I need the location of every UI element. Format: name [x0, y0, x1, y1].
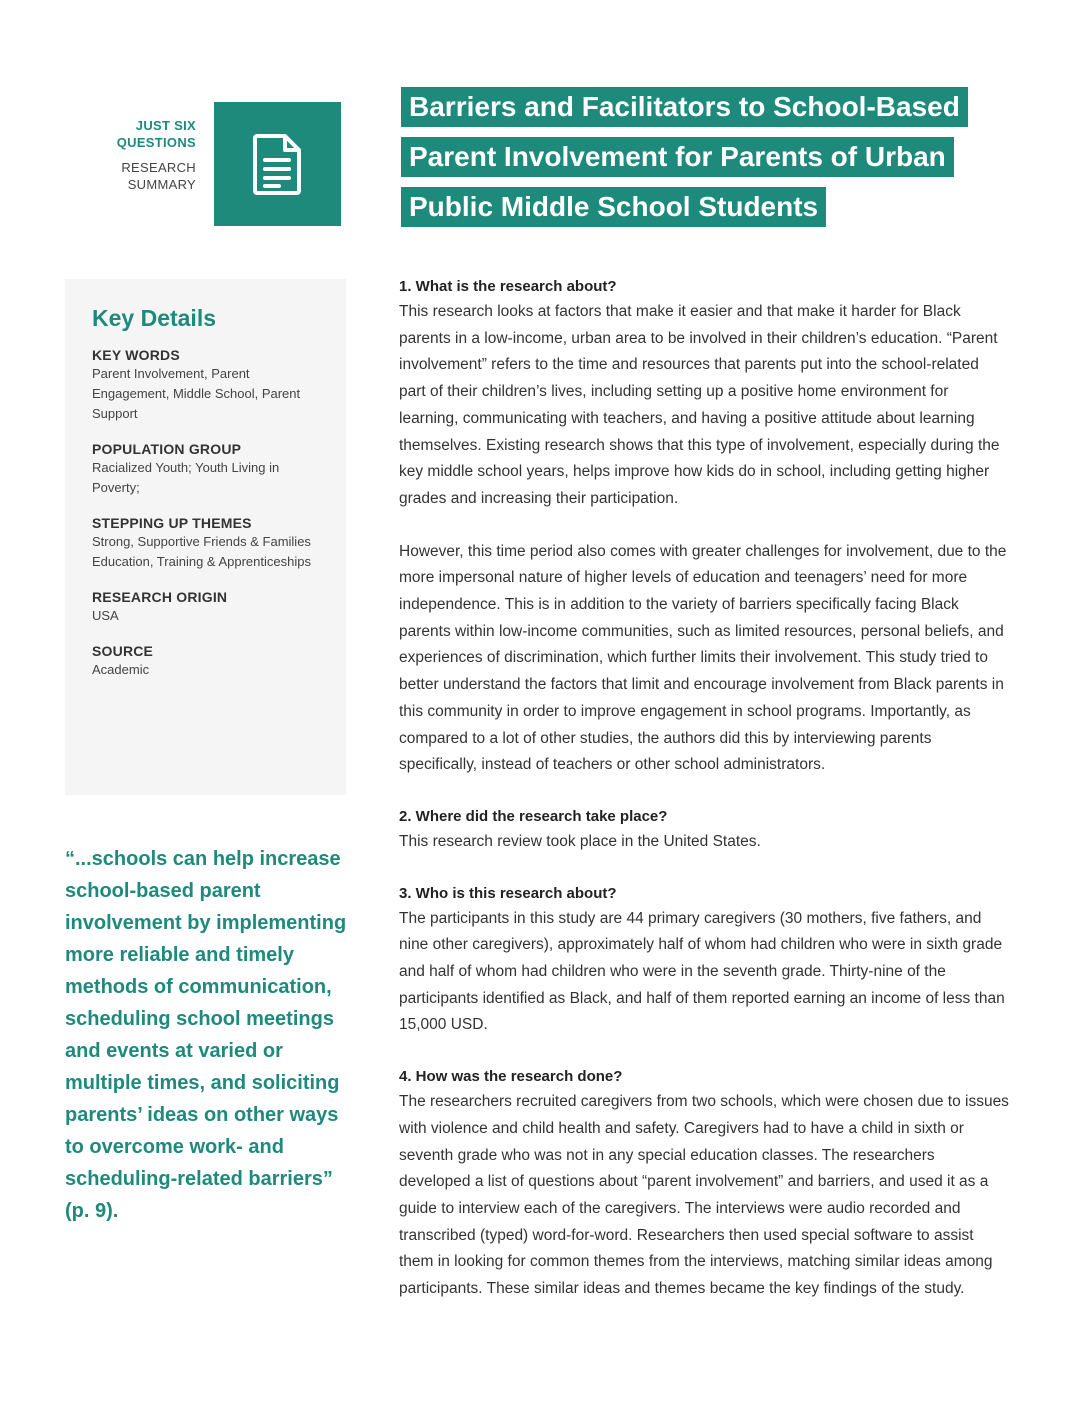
key-details-panel — [65, 279, 346, 795]
research-origin-value: USA — [92, 608, 119, 623]
source-label: SOURCE — [92, 643, 154, 659]
doc-type-line2: SUMMARY — [127, 177, 196, 192]
question-4-heading: 4. How was the research done? — [399, 1068, 623, 1086]
title-line-1: Barriers and Facilitators to School-Based — [401, 87, 968, 127]
key-words-value: Parent Involvement, Parent Engagement, Middle School, Parent Support — [92, 366, 301, 421]
main-content — [399, 275, 1009, 1303]
question-2-heading: 2. Where did the research take place? — [399, 807, 668, 825]
brand-icon-box — [214, 102, 341, 226]
question-3-paragraph-1: The participants in this study are 44 primary caregivers (30 mothers, five fathers, and nine other caregivers), approximately half of whom had children who were in sixth grade and half of whom had children who were in the seventh grade. Thirty-nine of the participants identified as Black, and half of them reported earning an income of less than 15,000 USD. — [399, 909, 1005, 1034]
source-value: Academic — [92, 662, 150, 677]
pull-quote: “...schools can help increase school-based parent involvement by implementing more reliable and timely methods of communication, scheduling school meetings and events at varied or multiple times, and soliciting parents’ ideas on other ways to overcome work- and scheduling-related barriers” (p. 9). — [65, 848, 347, 1222]
document-icon — [253, 133, 303, 195]
stepping-up-themes-label: STEPPING UP THEMES — [92, 515, 252, 531]
source-section — [92, 642, 346, 680]
population-group-label: POPULATION GROUP — [92, 441, 242, 457]
question-1-heading: 1. What is the research about? — [399, 278, 617, 295]
question-1-paragraph-2: However, this time period also comes with greater challenges for involvement, due to the more impersonal nature of higher levels of education and teenagers’ need for more independence. This is in addition to the variety of barriers specifically facing Black parents within low-income communities, such as limited resources, personal beliefs, and experiences of discrimination, which further limits their involvement. This study tried to better understand the factors that limit and encourage involvement from Black parents in this community in order to improve engagement in school programs. Importantly, as compared to a lot of other studies, the authors did this by interviewing parents specifically, instead of teachers or other school administrators. — [399, 542, 1007, 774]
title-line-3: Public Middle School Students — [401, 187, 826, 227]
population-group-section — [92, 440, 346, 498]
series-name-line2: QUESTIONS — [116, 135, 196, 150]
series-brand — [60, 117, 196, 193]
series-name-line1: JUST SIX — [135, 118, 196, 133]
document-title — [401, 87, 968, 237]
stepping-up-themes-section — [92, 514, 346, 572]
key-details-heading: Key Details — [92, 305, 217, 331]
question-4-paragraph-1: The researchers recruited caregivers from two schools, which were chosen due to issues with violence and child health and safety. Caregivers had to have a child in sixth or seventh grade who was not in any special education classes. The researchers developed a list of questions about “parent involvement” and barriers, and used it as a guide to interview each of the caregivers. The interviews were audio recorded and transcribed (typed) word-for-word. Researchers then used special software to assist them in looking for common themes from the interviews, matching similar ideas among participants. These similar ideas and themes became the key findings of the study. — [399, 1093, 1009, 1298]
research-origin-label: RESEARCH ORIGIN — [92, 589, 228, 605]
population-group-value: Racialized Youth; Youth Living in Poverty; — [92, 460, 280, 495]
question-2-paragraph-1: This research review took place in the United States. — [399, 832, 761, 850]
stepping-up-themes-value: Strong, Supportive Friends & Families Education, Training & Apprenticeships — [92, 534, 311, 569]
question-3-heading: 3. Who is this research about? — [399, 884, 617, 902]
key-words-section — [92, 346, 346, 424]
doc-type-line1: RESEARCH — [121, 160, 196, 175]
title-line-2: Parent Involvement for Parents of Urban — [401, 137, 954, 177]
key-words-label: KEY WORDS — [92, 347, 180, 363]
question-1-paragraph-1: This research looks at factors that make it easier and that make it harder for Black parents in a low-income, urban area to be involved in their children’s education. “Parent involvement” refers to the time and resources that parents put into the school-related part of their children’s lives, including setting up a positive home environment for learning, communicating with teachers, and having a positive attitude about learning themselves. Existing research shows that this type of involvement, especially during the key middle school years, helps improve how kids do in school, including getting higher grades and increasing their participation. — [399, 303, 1000, 507]
research-origin-section — [92, 588, 346, 626]
